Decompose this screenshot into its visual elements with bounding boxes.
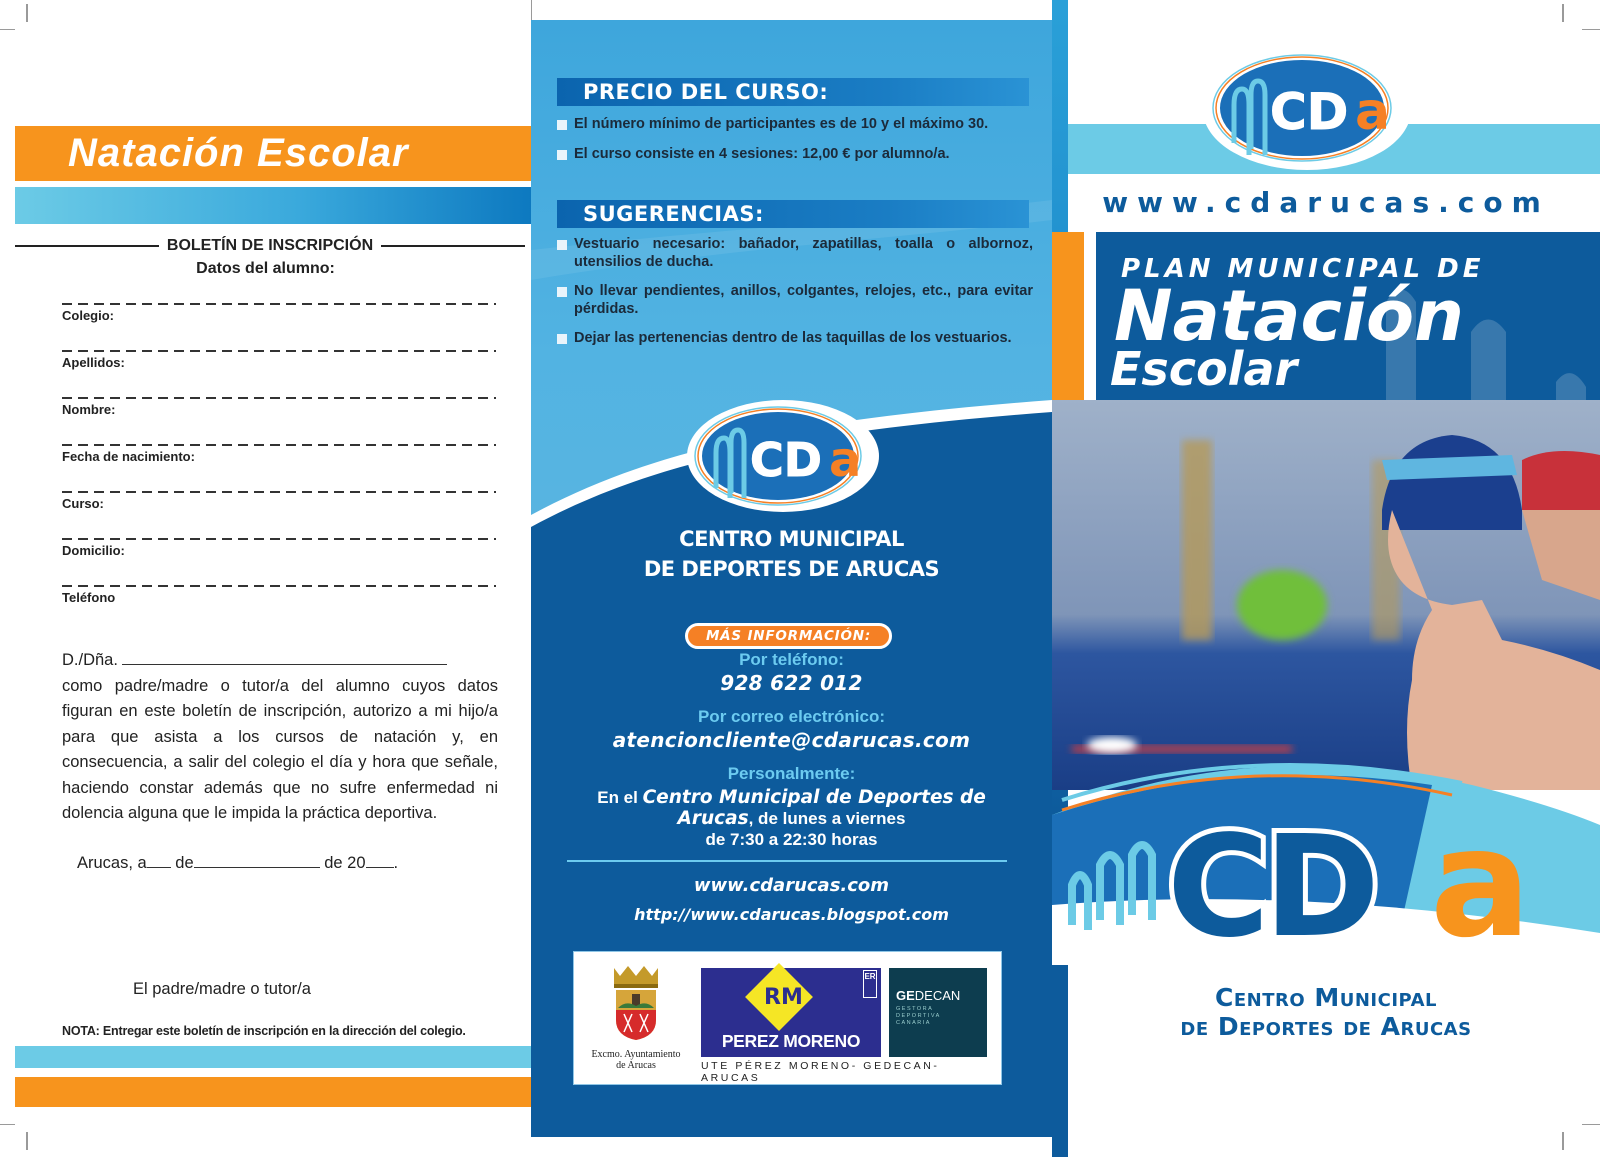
plan-subtitle: PLAN MUNICIPAL DE — [1121, 254, 1485, 284]
coat-of-arms-icon — [606, 964, 666, 1046]
svg-text:a: a — [1355, 82, 1391, 142]
blog-link[interactable]: http://www.cdarucas.blogspot.com — [634, 905, 949, 924]
list-item: Vestuario necesario: bañador, zapatillas, toalla o albornoz, utensilios de ducha. — [557, 236, 1033, 271]
form-subheading: Datos del alumno: — [196, 260, 335, 277]
er-certification-badge: ER — [863, 970, 877, 998]
phone-number[interactable]: 928 622 012 — [720, 671, 863, 695]
price-heading — [557, 78, 1029, 106]
suggestions-heading — [557, 200, 1029, 228]
gedecan-sub2: DEPORTIVA — [896, 1013, 941, 1019]
field-label: Apellidos: — [62, 355, 125, 370]
gedecan-tagline — [896, 1006, 941, 1027]
authorization-paragraph — [62, 648, 498, 827]
gedecan-logo — [889, 968, 987, 1057]
dashed-input-line[interactable] — [62, 538, 496, 540]
large-logo-cd: CD — [1167, 806, 1374, 965]
svg-text:CD: CD — [1270, 83, 1349, 141]
date-year-prefix: de 20 — [324, 854, 366, 872]
email-label: Por correo electrónico: — [697, 707, 886, 726]
gedecan-sub1: GESTORA — [896, 1006, 934, 1012]
decorative-blue-bar — [15, 187, 531, 224]
field-apellidos[interactable] — [62, 350, 496, 370]
title-box — [1096, 232, 1600, 422]
month-blank[interactable] — [194, 854, 320, 868]
org-name-line1: CENTRO MUNICIPAL — [679, 527, 904, 551]
divider — [15, 245, 159, 247]
field-domicilio[interactable] — [62, 538, 496, 558]
date-de: de — [175, 854, 194, 872]
dashed-input-line[interactable] — [62, 303, 496, 305]
in-person-days: , de lunes a viernes — [748, 809, 906, 828]
dashed-input-line[interactable] — [62, 444, 496, 446]
field-fecha-nacimiento[interactable] — [62, 444, 496, 464]
panel-title: Natación Escolar — [68, 131, 409, 175]
large-logo-a: a — [1430, 797, 1532, 965]
cda-logo-icon — [686, 398, 881, 513]
svg-text:CD: CD — [750, 433, 822, 487]
dashed-input-line[interactable] — [62, 397, 496, 399]
list-item: El número mínimo de participantes es de 10 y el máximo 30. — [557, 116, 1033, 134]
in-person-label: Personalmente: — [727, 764, 856, 783]
perez-moreno-name: PEREZ MORENO — [721, 1031, 861, 1051]
cover-title: Natación — [1114, 275, 1464, 357]
field-telefono[interactable] — [62, 585, 496, 605]
council-caption-line1: Excmo. Ayuntamiento — [591, 1049, 681, 1060]
org-name-line2: de Deportes de Arucas — [1180, 1012, 1472, 1041]
perez-moreno-logo — [701, 968, 881, 1057]
suggestions-list — [557, 236, 1033, 360]
council-caption-line2: de Arucas — [616, 1060, 656, 1071]
price-heading-text: PRECIO DEL CURSO: — [583, 80, 829, 104]
in-person-hours: de 7:30 a 22:30 horas — [705, 830, 878, 849]
gedecan-bold: GE — [896, 988, 915, 1003]
decorative-orange-bar — [15, 1077, 531, 1107]
cda-logo — [1202, 45, 1412, 170]
cover-subtitle: Escolar — [1110, 342, 1298, 396]
in-person-place: Centro Municipal de Deportes de Arucas — [642, 787, 986, 829]
cda-logo — [686, 398, 881, 513]
divider — [567, 860, 1007, 862]
year-blank[interactable] — [366, 854, 394, 868]
note-text: NOTA: Entregar este boletín de inscripción en la dirección del colegio. — [62, 1024, 466, 1038]
sponsor-logos — [573, 951, 1002, 1085]
large-cda-logo — [1052, 755, 1600, 965]
suggestions-heading-text: SUGERENCIAS: — [583, 202, 764, 226]
gedecan-rest: DECAN — [914, 988, 961, 1003]
website-link[interactable]: www.cdarucas.com — [1102, 186, 1550, 219]
dashed-input-line[interactable] — [62, 585, 496, 587]
email-link[interactable]: atencioncliente@cdarucas.com — [612, 728, 971, 752]
list-item: No llevar pendientes, anillos, colgantes, relojes, etc., para evitar pérdidas. — [557, 283, 1033, 318]
registration-panel — [0, 0, 531, 1157]
form-heading — [15, 236, 525, 256]
field-label: Curso: — [62, 496, 104, 511]
in-person-prefix: En el — [597, 788, 638, 807]
org-name-line1: Centro Municipal — [1215, 983, 1437, 1012]
field-nombre[interactable] — [62, 397, 496, 417]
svg-text:a: a — [829, 432, 862, 488]
dashed-input-line[interactable] — [62, 491, 496, 493]
date-end: . — [393, 854, 399, 872]
website-link[interactable]: www.cdarucas.com — [693, 875, 890, 896]
in-person-details — [531, 787, 1052, 850]
ute-caption: UTE PÉREZ MORENO- GEDECAN-ARUCAS — [701, 1060, 940, 1084]
price-list — [557, 116, 1033, 175]
org-name-line2: DE DEPORTES DE ARUCAS — [643, 557, 940, 581]
cda-logo-icon — [1202, 45, 1412, 170]
date-place: Arucas, a — [77, 854, 147, 872]
signature-label: El padre/madre o tutor/a — [133, 980, 311, 998]
gedecan-sub3: CANARIA — [896, 1020, 931, 1026]
field-label: Nombre: — [62, 402, 116, 417]
field-label: Colegio: — [62, 308, 114, 323]
swimmer-photo-illustration — [1052, 400, 1600, 790]
council-caption — [586, 1049, 686, 1071]
list-item: El curso consiste en 4 sesiones: 12,00 € por alumno/a. — [557, 146, 1033, 164]
guardian-prefix: D./Dña. — [62, 651, 118, 669]
date-line — [77, 854, 398, 873]
list-item: Dejar las pertenencias dentro de las taquillas de los vestuarios. — [557, 330, 1033, 348]
fold-mark — [531, 0, 532, 20]
phone-label: Por teléfono: — [739, 650, 844, 669]
field-label: Teléfono — [62, 590, 116, 605]
divider — [381, 245, 525, 247]
swimmer-photo — [1052, 400, 1600, 790]
decorative-orange-bar — [1052, 232, 1084, 414]
guardian-name-line[interactable] — [122, 651, 447, 665]
info-panel — [531, 20, 1052, 1137]
dashed-input-line[interactable] — [62, 350, 496, 352]
field-label: Domicilio: — [62, 543, 125, 558]
day-blank[interactable] — [147, 854, 171, 868]
field-curso[interactable] — [62, 491, 496, 511]
more-info-badge: MÁS INFORMACIÓN: — [685, 623, 892, 649]
arucas-council-logo — [586, 964, 686, 1074]
decorative-blue-bar — [15, 1046, 531, 1068]
field-label: Fecha de nacimiento: — [62, 449, 195, 464]
rm-monogram: RM — [764, 985, 803, 1010]
authorization-text: como padre/madre o tutor/a del alumno cuyos datos figuran en este boletín de inscripción, autorizo a mi hijo/a para que asista a los cursos de natación y, en consecuencia, a salir del colegio el día y hora que señale, haciendo constar además que no sufre enfermedad ni dolencia alguna que le impida la práctica deportiva. — [62, 676, 498, 822]
field-colegio[interactable] — [62, 303, 496, 323]
form-heading-text: BOLETÍN DE INSCRIPCIÓN — [166, 237, 374, 254]
cover-panel — [1052, 0, 1600, 1157]
